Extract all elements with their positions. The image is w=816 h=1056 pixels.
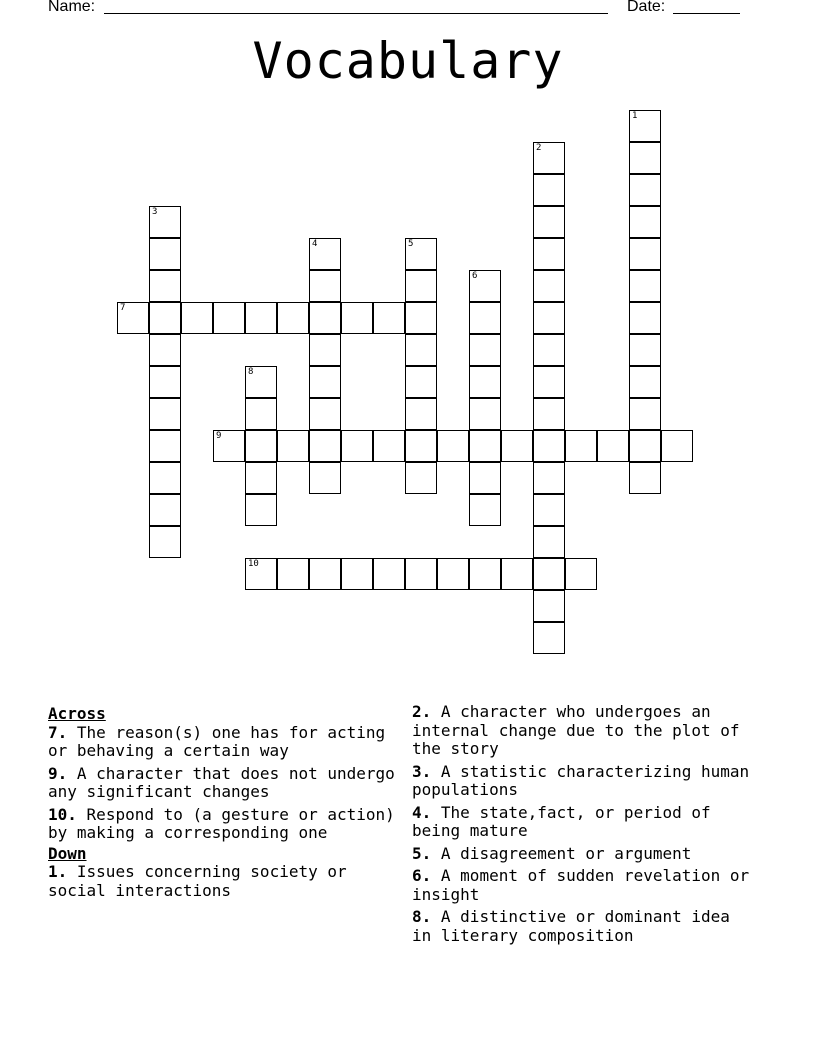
crossword-cell[interactable] <box>341 558 373 590</box>
clue-number: 8 <box>248 367 254 377</box>
crossword-cell[interactable] <box>149 270 181 302</box>
clue-number: 3 <box>152 207 158 217</box>
crossword-cell[interactable] <box>469 462 501 494</box>
crossword-cell[interactable] <box>405 462 437 494</box>
clue-across-10: 10. Respond to (a gesture or action) by making a corresponding one <box>48 804 395 842</box>
crossword-cell[interactable] <box>629 270 661 302</box>
crossword-cell[interactable] <box>469 430 501 462</box>
crossword-cell[interactable] <box>245 430 277 462</box>
crossword-cell[interactable] <box>533 558 565 590</box>
crossword-cell[interactable] <box>661 430 693 462</box>
across-heading: Across <box>48 704 106 723</box>
crossword-cell[interactable] <box>181 302 213 334</box>
clue-down-1: 1. Issues concerning society or social interactions <box>48 862 347 900</box>
crossword-cell[interactable] <box>501 558 533 590</box>
clues-right-column <box>412 703 752 949</box>
crossword-cell[interactable] <box>565 430 597 462</box>
crossword-cell[interactable] <box>309 238 341 270</box>
crossword-cell[interactable] <box>245 494 277 526</box>
crossword-cell[interactable] <box>533 622 565 654</box>
crossword-cell[interactable] <box>373 430 405 462</box>
crossword-cell[interactable] <box>533 302 565 334</box>
crossword-cell[interactable] <box>533 526 565 558</box>
clue-number: 7 <box>120 303 126 313</box>
clue-across-9: 9. A character that does not undergo any significant changes <box>48 763 395 801</box>
crossword-cell[interactable] <box>245 366 277 398</box>
crossword-cell[interactable] <box>245 302 277 334</box>
crossword-cell[interactable] <box>277 558 309 590</box>
crossword-cell[interactable] <box>149 334 181 366</box>
crossword-cell[interactable] <box>629 110 661 142</box>
crossword-cell[interactable] <box>469 302 501 334</box>
crossword-cell[interactable] <box>469 494 501 526</box>
crossword-cell[interactable] <box>629 398 661 430</box>
crossword-cell[interactable] <box>149 398 181 430</box>
crossword-cell[interactable] <box>309 430 341 462</box>
crossword-cell[interactable] <box>629 334 661 366</box>
crossword-cell[interactable] <box>277 302 309 334</box>
clue-number: 9 <box>216 431 222 441</box>
crossword-cell[interactable] <box>629 302 661 334</box>
crossword-cell[interactable] <box>629 206 661 238</box>
crossword-cell[interactable] <box>149 430 181 462</box>
crossword-cell[interactable] <box>629 366 661 398</box>
crossword-cell[interactable] <box>149 526 181 558</box>
crossword-cell[interactable] <box>213 302 245 334</box>
clue-across-7: 7. The reason(s) one has for acting or behaving a certain way <box>48 722 386 760</box>
crossword-cell[interactable] <box>309 334 341 366</box>
crossword-cell[interactable] <box>245 398 277 430</box>
clue-number: 1 <box>632 111 638 121</box>
date-label: Date: <box>627 0 666 15</box>
crossword-cell[interactable] <box>405 334 437 366</box>
crossword-cell[interactable] <box>149 238 181 270</box>
crossword-cell[interactable] <box>501 430 533 462</box>
clue-down-5: 5. A disagreement or argument <box>412 843 692 863</box>
clue-number: 5 <box>408 239 414 249</box>
clues-left-column <box>48 703 410 904</box>
crossword-cell[interactable] <box>309 270 341 302</box>
clue-number: 6 <box>472 271 478 281</box>
crossword-cell[interactable] <box>597 430 629 462</box>
crossword-cell[interactable] <box>149 366 181 398</box>
crossword-cell[interactable] <box>245 462 277 494</box>
crossword-cell[interactable] <box>533 270 565 302</box>
crossword-cell[interactable] <box>533 462 565 494</box>
crossword-cell[interactable] <box>629 462 661 494</box>
crossword-cell[interactable] <box>533 366 565 398</box>
crossword-cell[interactable] <box>533 142 565 174</box>
crossword-cell[interactable] <box>309 558 341 590</box>
crossword-cell[interactable] <box>405 430 437 462</box>
crossword-cell[interactable] <box>149 206 181 238</box>
crossword-cell[interactable] <box>533 206 565 238</box>
crossword-cell[interactable] <box>405 302 437 334</box>
clue-down-8: 8. A distinctive or dominant idea in literary composition <box>412 907 730 945</box>
clue-down-3: 3. A statistic characterizing human populations <box>412 761 750 799</box>
crossword-cell[interactable] <box>405 238 437 270</box>
crossword-cell[interactable] <box>469 270 501 302</box>
crossword-cell[interactable] <box>629 238 661 270</box>
clue-number: 4 <box>312 239 318 249</box>
crossword-cell[interactable] <box>533 174 565 206</box>
crossword-cell[interactable] <box>437 558 469 590</box>
crossword-cell[interactable] <box>629 142 661 174</box>
clue-down-4: 4. The state,fact, or period of being mature <box>412 802 711 840</box>
crossword-cell[interactable] <box>309 302 341 334</box>
crossword-cell[interactable] <box>149 494 181 526</box>
clue-down-2: 2. A character who undergoes an internal change due to the plot of the story <box>412 702 740 758</box>
crossword-cell[interactable] <box>533 430 565 462</box>
crossword-cell[interactable] <box>117 302 149 334</box>
crossword-cell[interactable] <box>533 334 565 366</box>
crossword-cell[interactable] <box>437 430 469 462</box>
down-heading: Down <box>48 843 87 863</box>
crossword-cell[interactable] <box>533 590 565 622</box>
crossword-cell[interactable] <box>405 558 437 590</box>
crossword-cell[interactable] <box>309 366 341 398</box>
page-title: Vocabulary <box>252 32 564 90</box>
crossword-cell[interactable] <box>469 366 501 398</box>
crossword-cell[interactable] <box>469 398 501 430</box>
clue-number: 2 <box>536 143 542 153</box>
clue-number: 10 <box>248 559 259 569</box>
name-label: Name: <box>48 0 96 15</box>
crossword-cell[interactable] <box>405 270 437 302</box>
crossword-cell[interactable] <box>149 302 181 334</box>
crossword-cell[interactable] <box>565 558 597 590</box>
crossword-cell[interactable] <box>149 462 181 494</box>
crossword-cell[interactable] <box>533 238 565 270</box>
crossword-cell[interactable] <box>405 366 437 398</box>
crossword-cell[interactable] <box>373 558 405 590</box>
crossword-cell[interactable] <box>533 398 565 430</box>
crossword-cell[interactable] <box>341 430 373 462</box>
crossword-cell[interactable] <box>533 494 565 526</box>
crossword-cell[interactable] <box>341 302 373 334</box>
crossword-cell[interactable] <box>629 174 661 206</box>
crossword-cell[interactable] <box>213 430 245 462</box>
crossword-cell[interactable] <box>405 398 437 430</box>
crossword-cell[interactable] <box>309 462 341 494</box>
crossword-cell[interactable] <box>469 558 501 590</box>
crossword-cell[interactable] <box>373 302 405 334</box>
crossword-cell[interactable] <box>469 334 501 366</box>
crossword-cell[interactable] <box>629 430 661 462</box>
clue-down-6: 6. A moment of sudden revelation or insight <box>412 866 750 904</box>
crossword-cell[interactable] <box>309 398 341 430</box>
crossword-cell[interactable] <box>277 430 309 462</box>
crossword-cell[interactable] <box>245 558 277 590</box>
